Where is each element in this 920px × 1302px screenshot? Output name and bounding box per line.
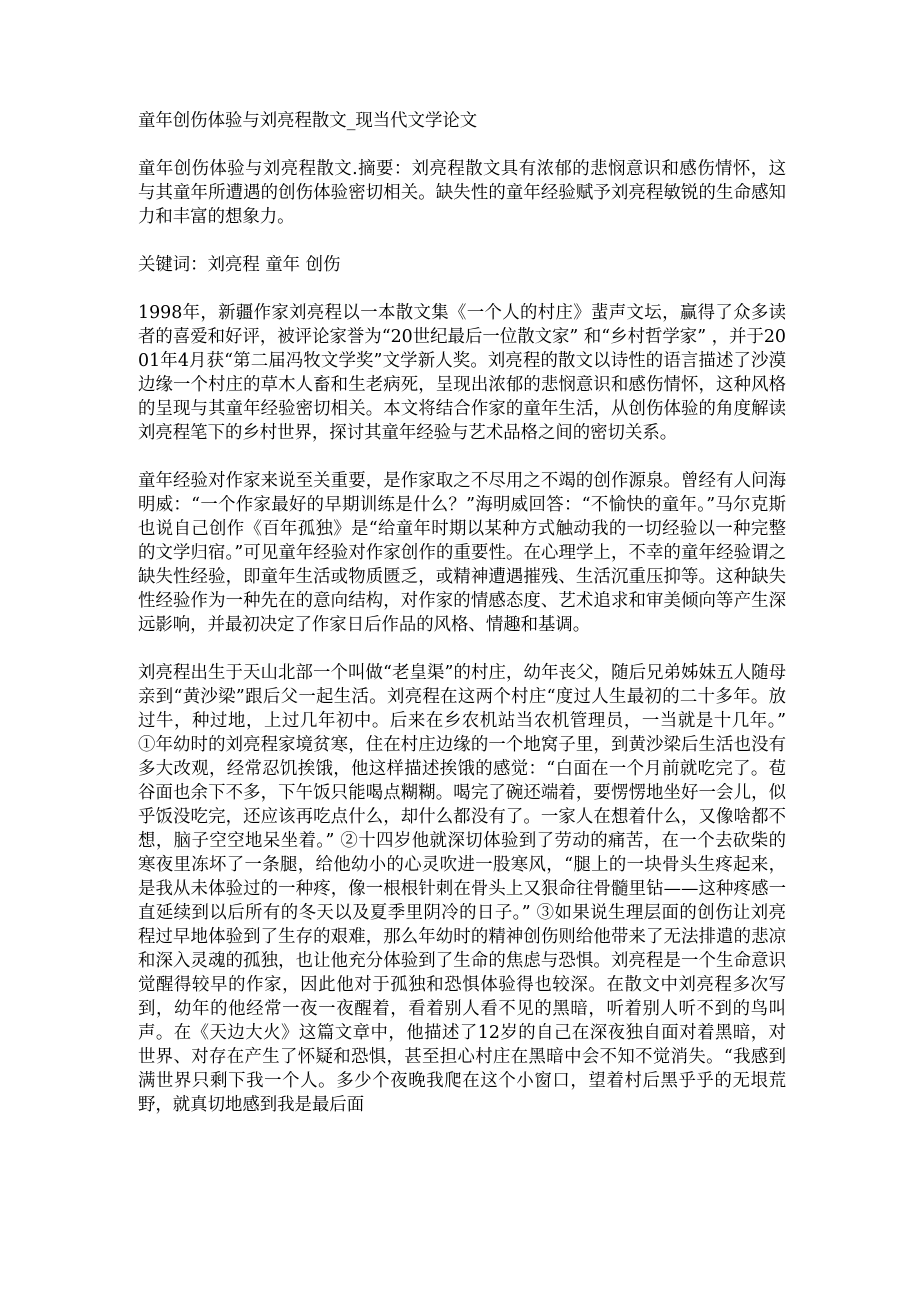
body-paragraph: 1998年，新疆作家刘亮程以一本散文集《一个人的村庄》蜚声文坛，赢得了众多读者的喜爱和好评，被评论家誉为“20世纪最后一位散文家” 和“乡村哲学家” ，并于2001年4月获“第二届冯牧文学奖”文学新人奖。刘亮程的散文以诗性的语言描述了沙漠边缘一个村庄的草木人畜和生老病死，呈现出浓郁的悲悯意识和感伤情怀，这种风格的呈现与其童年经验密切相关。本文将结合作家的童年生活，从创伤体验的角度解读刘亮程笔下的乡村世界，探讨其童年经验与艺术品格之间的密切关系。: [138, 303, 786, 443]
document-title: 童年创伤体验与刘亮程散文_现当代文学论文: [138, 111, 478, 131]
document-page: [138, 109, 786, 1141]
body-paragraph: 童年经验对作家来说至关重要，是作家取之不尽用之不竭的创作源泉。曾经有人问海明威：“一个作家最好的早期训练是什么？”海明威回答：“不愉快的童年。”马尔克斯也说自己创作《百年孤独》是“给童年时期以某种方式触动我的一切经验以一种完整的文学归宿。”可见童年经验对作家创作的重要性。在心理学上，不幸的童年经验谓之缺失性经验，即童年生活或物质匮乏，或精神遭遇摧残、生活沉重压抑等。这种缺失性经验作为一种先在的意向结构，对作家的情感态度、艺术追求和审美倾向等产生深远影响，并最初决定了作家日后作品的风格、情趣和基调。: [138, 471, 786, 635]
keywords-line: 关键词：刘亮程 童年 创伤: [138, 255, 341, 275]
abstract-paragraph: 童年创伤体验与刘亮程散文.摘要：刘亮程散文具有浓郁的悲悯意识和感伤情怀，这与其童年所遭遇的创伤体验密切相关。缺失性的童年经验赋予刘亮程敏锐的生命感知力和丰富的想象力。: [138, 159, 786, 227]
body-paragraph: 刘亮程出生于天山北部一个叫做“老皇渠”的村庄，幼年丧父，随后兄弟姊妹五人随母亲到“黄沙梁”跟后父一起生活。刘亮程在这两个村庄“度过人生最初的二十多年。放过牛，种过地，上过几年初中。后来在乡农机站当农机管理员，一当就是十几年。” ①年幼时的刘亮程家境贫寒，住在村庄边缘的一个地窝子里，到黄沙梁后生活也没有多大改观，经常忍饥挨饿，他这样描述挨饿的感觉：“白面在一个月前就吃完了。苞谷面也余下不多，下午饭只能喝点糊糊。喝完了碗还端着，要愣愣地坐好一会儿，似乎饭没吃完，还应该再吃点什么，却什么都没有了。一家人在想着什么，又像啥都不想，脑子空空地呆坐着。” ②十四岁他就深切体验到了劳动的痛苦，在一个去砍柴的寒夜里冻坏了一条腿，给他幼小的心灵吹进一股寒风，“腿上的一块骨头生疼起来，是我从未体验过的一种疼，像一根根针刺在骨头上又狠命往骨髓里钻——这种疼感一直延续到以后所有的冬天以及夏季里阴冷的日子。” ③如果说生理层面的创伤让刘亮程过早地体验到了生存的艰难，那么年幼时的精神创伤则给他带来了无法排遣的悲凉和深入灵魂的孤独，也让他充分体验到了生命的焦虑与恐惧。刘亮程是一个生命意识觉醒得较早的作家，因此他对于孤独和恐惧体验得也较深。在散文中刘亮程多次写到，幼年的他经常一夜一夜醒着，看着别人看不见的黑暗，听着别人听不到的鸟叫声。在《天边大火》这篇文章中，他描述了12岁的自己在深夜独自面对着黑暗，对世界、对存在产生了怀疑和恐惧，甚至担心村庄在黑暗中会不知不觉消失。“我感到满世界只剩下我一个人。多少个夜晚我爬在这个小窗口，望着村后黑乎乎的无垠荒野，就真切地感到我是最后面: [138, 663, 786, 1115]
